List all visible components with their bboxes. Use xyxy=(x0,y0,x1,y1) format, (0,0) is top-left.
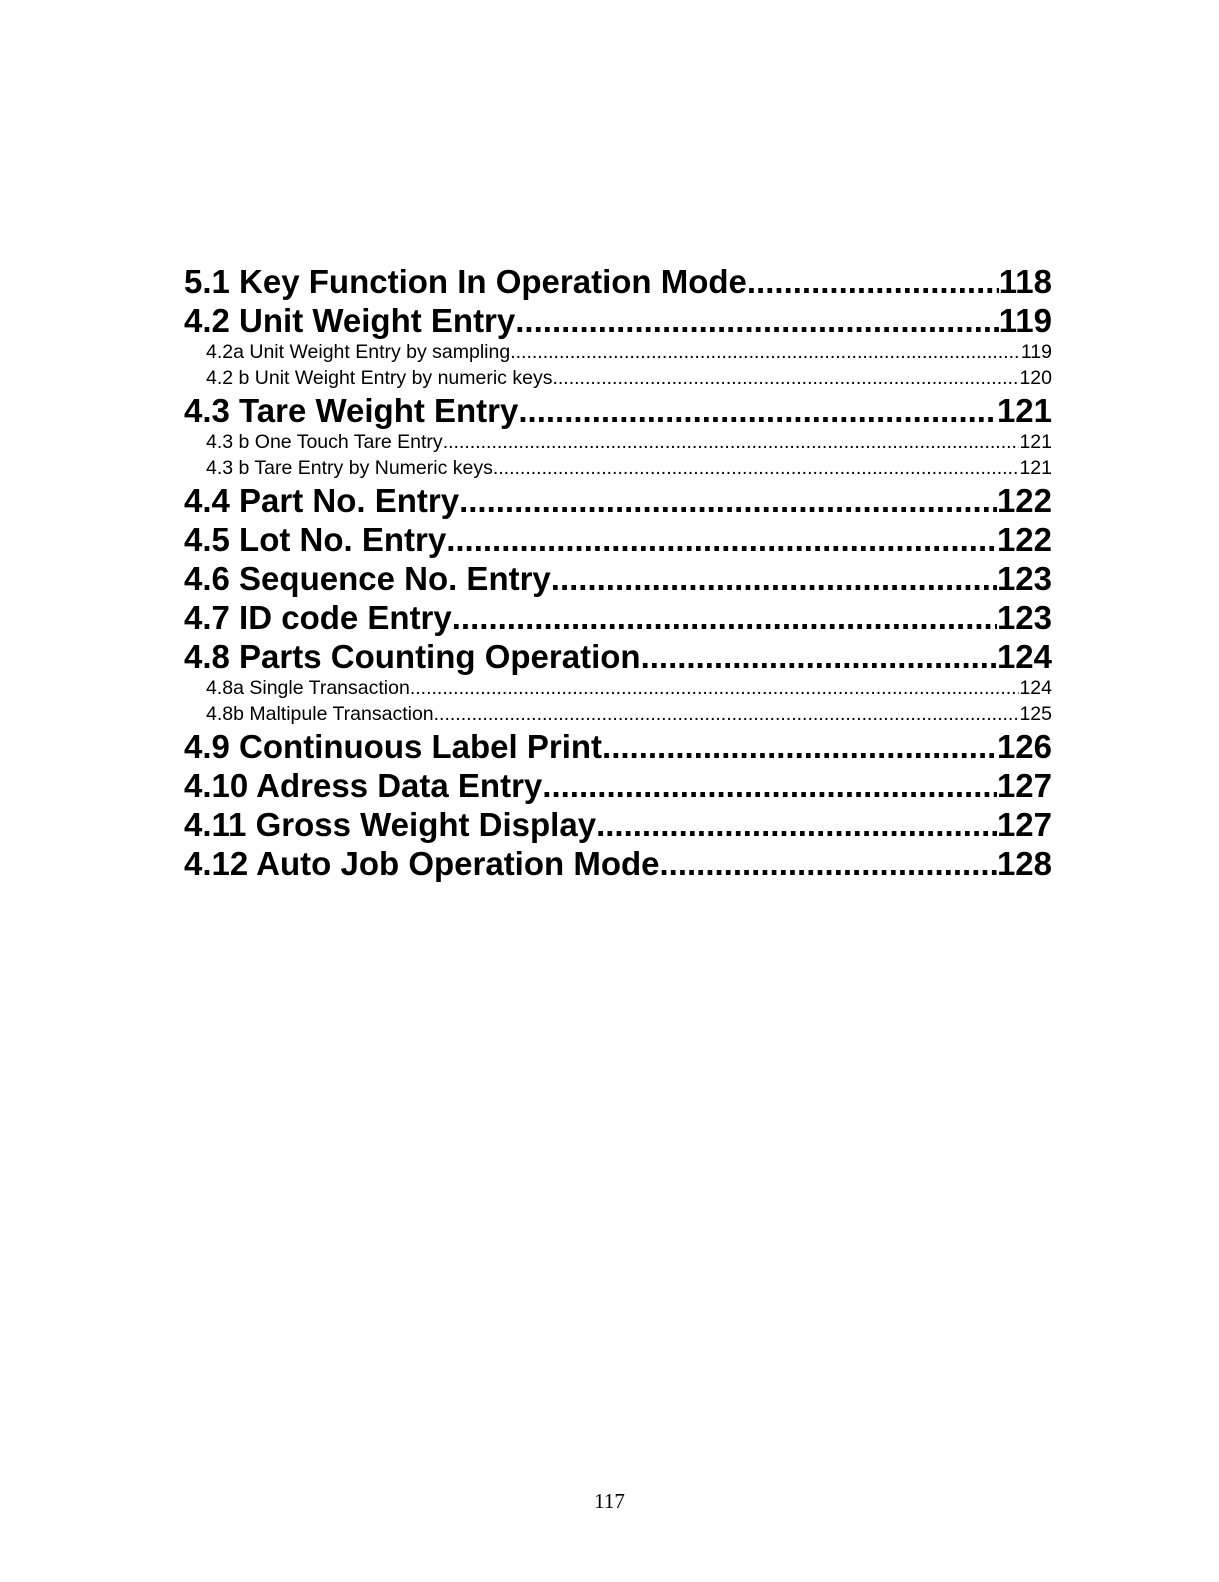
toc-entry[interactable] xyxy=(184,481,1052,520)
toc-entry-title: 4.5 Lot No. Entry xyxy=(184,521,447,558)
toc-subentry-title: 4.8a Single Transaction xyxy=(206,677,410,699)
toc-subentry-page: 120 xyxy=(1019,366,1052,389)
toc-entry-page: 123 xyxy=(996,599,1052,636)
toc-subentry-page: 119 xyxy=(1020,341,1052,363)
toc-subentry-page: 121 xyxy=(1019,456,1052,479)
toc-entry[interactable] xyxy=(184,598,1052,637)
toc-dot-leader xyxy=(551,559,997,598)
toc-subentry[interactable] xyxy=(184,702,1052,728)
toc-entry[interactable] xyxy=(184,391,1052,430)
toc-dot-leader xyxy=(747,262,999,301)
toc-entry[interactable] xyxy=(184,727,1052,766)
toc-dot-leader xyxy=(602,727,997,766)
toc-subentry-page: 121 xyxy=(1019,431,1052,453)
toc-entry[interactable] xyxy=(184,805,1052,844)
toc-entry-page: 122 xyxy=(996,482,1052,519)
toc-subentry-title: 4.3 b Tare Entry by Numeric keys xyxy=(206,456,493,479)
toc-entry[interactable] xyxy=(184,520,1052,559)
toc-subentry[interactable] xyxy=(184,676,1052,702)
toc-subentry-title: 4.2a Unit Weight Entry by sampling xyxy=(206,341,511,363)
toc-entry-page: 122 xyxy=(996,521,1052,558)
toc-subentry[interactable] xyxy=(184,366,1052,392)
toc-entry[interactable] xyxy=(184,301,1052,340)
toc-entry-title: 4.12 Auto Job Operation Mode xyxy=(184,845,660,882)
toc-dot-leader xyxy=(434,702,1020,728)
toc-subentry[interactable] xyxy=(184,340,1052,366)
toc-entry-title: 5.1 Key Function In Operation Mode xyxy=(184,263,747,300)
toc-entry[interactable] xyxy=(184,766,1052,805)
toc-entry-page: 127 xyxy=(996,767,1052,804)
toc-subentry-title: 4.8b Maltipule Transaction xyxy=(206,702,434,725)
toc-entry-page: 128 xyxy=(996,845,1052,882)
toc-dot-leader xyxy=(660,844,997,883)
toc-subentry-page: 125 xyxy=(1019,702,1052,725)
toc-entry-page: 127 xyxy=(996,806,1052,843)
toc-entry-page: 119 xyxy=(998,302,1052,339)
toc-dot-leader xyxy=(542,766,997,805)
toc-dot-leader xyxy=(641,637,997,676)
toc-subentry[interactable] xyxy=(184,430,1052,456)
toc-entry[interactable] xyxy=(184,844,1052,883)
toc-dot-leader xyxy=(452,598,997,637)
toc-entry-title: 4.11 Gross Weight Display xyxy=(184,806,597,843)
toc-dot-leader xyxy=(410,676,1020,702)
toc-dot-leader xyxy=(443,430,1020,456)
page-number: 117 xyxy=(594,1489,625,1513)
toc-entry-page: 118 xyxy=(998,263,1052,300)
toc-entry[interactable] xyxy=(184,637,1052,676)
toc-dot-leader xyxy=(518,391,997,430)
toc-dot-leader xyxy=(493,456,1020,482)
toc-dot-leader xyxy=(596,805,997,844)
toc-subentry-title: 4.2 b Unit Weight Entry by numeric keys xyxy=(206,366,553,389)
toc-subentry-title: 4.3 b One Touch Tare Entry xyxy=(206,431,443,453)
toc-entry-title: 4.2 Unit Weight Entry xyxy=(184,302,516,339)
toc-dot-leader xyxy=(459,481,997,520)
toc-entry-page: 121 xyxy=(996,392,1052,429)
toc-entry-title: 4.8 Parts Counting Operation xyxy=(184,638,641,675)
toc-entry-page: 123 xyxy=(996,560,1052,597)
toc-dot-leader xyxy=(552,366,1019,392)
toc-entry[interactable] xyxy=(184,559,1052,598)
toc-entry-title: 4.3 Tare Weight Entry xyxy=(184,392,519,429)
toc-entry[interactable] xyxy=(184,262,1052,301)
table-of-contents xyxy=(184,262,1052,883)
toc-subentry-page: 124 xyxy=(1019,677,1052,699)
toc-entry-page: 126 xyxy=(996,728,1052,765)
toc-dot-leader xyxy=(446,520,997,559)
toc-subentry[interactable] xyxy=(184,456,1052,482)
toc-entry-title: 4.6 Sequence No. Entry xyxy=(184,560,551,597)
toc-entry-title: 4.7 ID code Entry xyxy=(184,599,452,636)
toc-entry-title: 4.9 Continuous Label Print xyxy=(184,728,603,765)
toc-dot-leader xyxy=(515,301,998,340)
toc-dot-leader xyxy=(510,340,1021,366)
toc-entry-page: 124 xyxy=(996,638,1052,675)
toc-entry-title: 4.4 Part No. Entry xyxy=(184,482,460,519)
toc-entry-title: 4.10 Adress Data Entry xyxy=(184,767,543,804)
